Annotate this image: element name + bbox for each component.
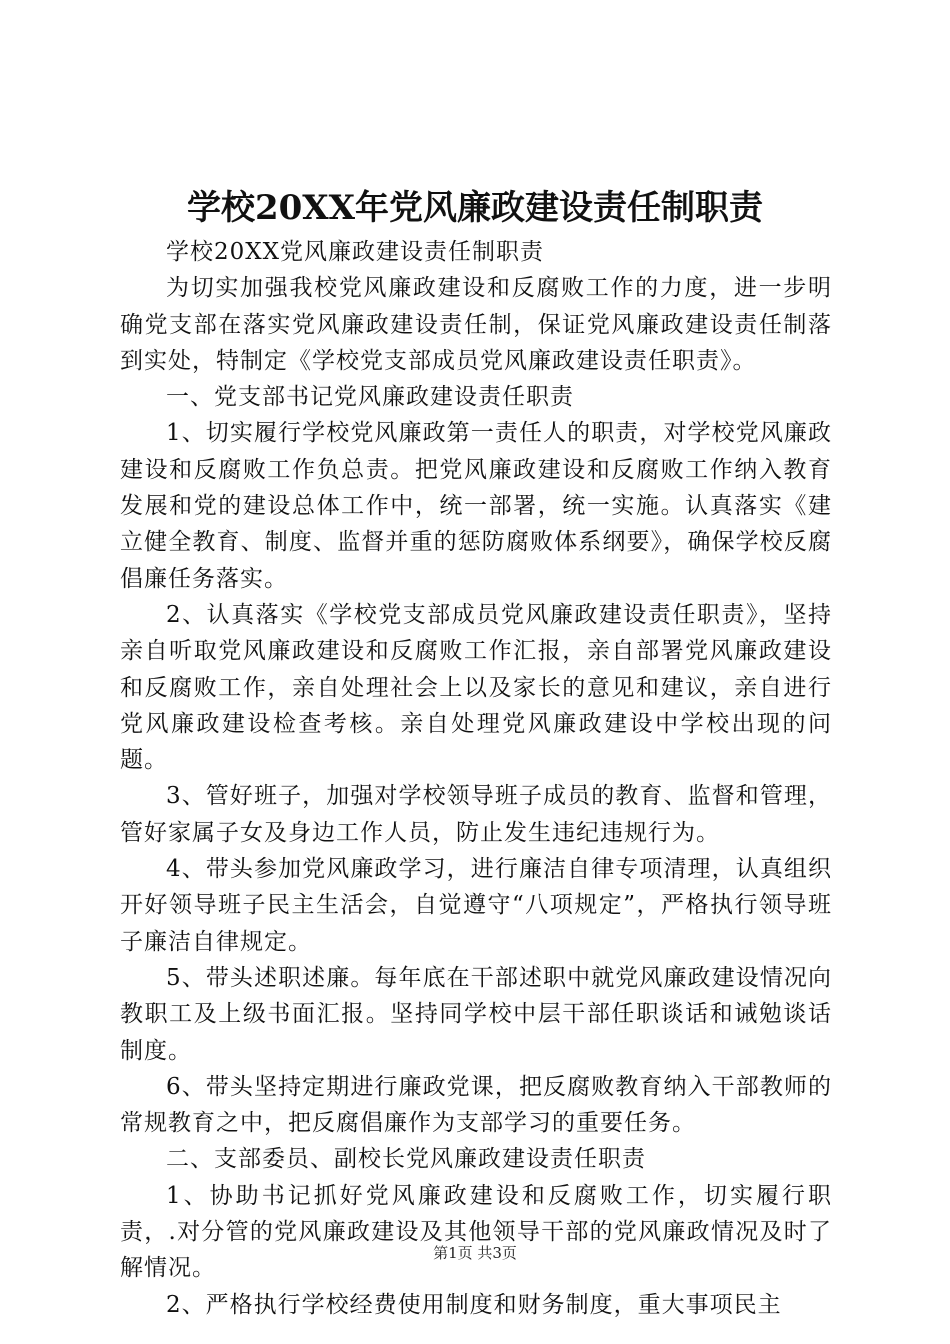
paragraph-item: 2、严格执行学校经费使用制度和财务制度，重大事项民主 <box>166 1291 782 1318</box>
paragraph-item: 2、认真落实《学校党支部成员党风廉政建设责任职责》，坚持亲自听取党风廉政建设和反腐败工作汇报，亲自部署党风廉政建设和反腐败工作，亲自处理社会上以及家长的意见和建议，亲自进行党风廉政建设检查考核。亲自处理党风廉政建设中学校出现的问题。 <box>120 601 832 774</box>
section-heading-secretary: 一、党支部书记党风廉政建设责任职责 <box>166 384 574 411</box>
paragraph-item: 1、协助书记抓好党风廉政建设和反腐败工作，切实履行职责，.对分管的党风廉政建设及其他领导干部的党风廉政情况及时了解情况。 <box>120 1182 832 1282</box>
document-body <box>120 234 832 1323</box>
page-footer: 第1页 共3页 <box>433 1244 517 1262</box>
paragraph-item: 6、带头坚持定期进行廉政党课，把反腐败教育纳入干部教师的常规教育之中，把反腐倡廉作为支部学习的重要任务。 <box>120 1073 832 1137</box>
paragraph-item: 5、带头述职述廉。每年底在干部述职中就党风廉政建设情况向教职工及上级书面汇报。坚持同学校中层干部任职谈话和诫勉谈话制度。 <box>120 964 832 1064</box>
section-heading-committee: 二、支部委员、副校长党风廉政建设责任职责 <box>166 1146 646 1173</box>
paragraph-item: 1、切实履行学校党风廉政第一责任人的职责，对学校党风廉政建设和反腐败工作负总责。把党风廉政建设和反腐败工作纳入教育发展和党的建设总体工作中，统一部署，统一实施。认真落实《建立健全教育、制度、监督并重的惩防腐败体系纲要》，确保学校反腐倡廉任务落实。 <box>120 420 832 592</box>
paragraph-item: 4、带头参加党风廉政学习，进行廉洁自律专项清理，认真组织开好领导班子民主生活会，自觉遵守“八项规定”，严格执行领导班子廉洁自律规定。 <box>120 856 832 955</box>
document-title: 学校20XX年党风廉政建设责任制职责 <box>186 188 764 228</box>
paragraph-item: 3、管好班子，加强对学校领导班子成员的教育、监督和管理，管好家属子女及身边工作人员，防止发生违纪违规行为。 <box>120 783 832 846</box>
paragraph-subtitle: 学校20XX党风廉政建设责任制职责 <box>166 239 545 265</box>
paragraph-intro: 为切实加强我校党风廉政建设和反腐败工作的力度，进一步明确党支部在落实党风廉政建设责任制，保证党风廉政建设责任制落到实处，特制定《学校党支部成员党风廉政建设责任职责》。 <box>120 275 832 374</box>
